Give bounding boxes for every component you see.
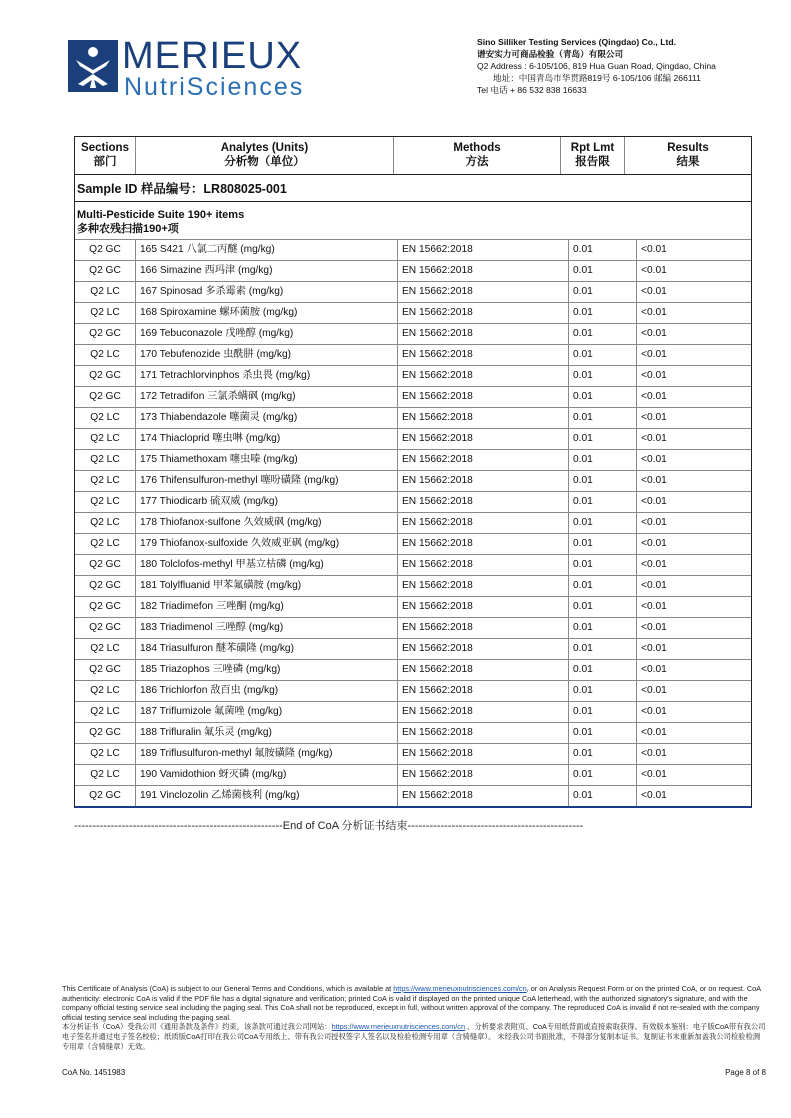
cell-analyte: 172 Tetradifon 三氯杀螨砜 (mg/kg): [136, 387, 398, 407]
cell-section: Q2 GC: [75, 786, 136, 806]
cell-analyte: 187 Triflumizole 氟菌唑 (mg/kg): [136, 702, 398, 722]
cell-rpt-lmt: 0.01: [569, 282, 637, 302]
cell-rpt-lmt: 0.01: [569, 576, 637, 596]
cell-method: EN 15662:2018: [398, 324, 569, 344]
cell-analyte: 178 Thiofanox-sulfone 久效威砜 (mg/kg): [136, 513, 398, 533]
cell-section: Q2 GC: [75, 576, 136, 596]
cell-result: <0.01: [641, 349, 667, 360]
table-row: [75, 723, 751, 744]
cell-rpt-lmt: 0.01: [569, 639, 637, 659]
sample-id: Sample ID 样品编号：LR808025-001: [75, 175, 751, 202]
cell-result: <0.01: [641, 706, 667, 717]
cell-section: Q2 LC: [75, 345, 136, 365]
cell-method: EN 15662:2018: [398, 702, 569, 722]
cell-method: EN 15662:2018: [398, 408, 569, 428]
cell-method: EN 15662:2018: [398, 639, 569, 659]
table-row: [75, 282, 751, 303]
cell-analyte: 174 Thiacloprid 噻虫啉 (mg/kg): [136, 429, 398, 449]
cell-result: <0.01: [641, 265, 667, 276]
table-row: [75, 786, 751, 806]
cell-section: Q2 LC: [75, 639, 136, 659]
cell-result: <0.01: [641, 475, 667, 486]
cell-method: EN 15662:2018: [398, 534, 569, 554]
cell-analyte: 180 Tolclofos-methyl 甲基立枯磷 (mg/kg): [136, 555, 398, 575]
cell-rpt-lmt: 0.01: [569, 366, 637, 386]
cell-result: <0.01: [641, 244, 667, 255]
cell-method: EN 15662:2018: [398, 576, 569, 596]
cell-rpt-lmt: 0.01: [569, 261, 637, 281]
cell-analyte: 165 S421 八氯二丙醚 (mg/kg): [136, 240, 398, 260]
cell-section: Q2 GC: [75, 723, 136, 743]
logo-mark-icon: [68, 40, 118, 92]
cell-rpt-lmt: 0.01: [569, 471, 637, 491]
cell-analyte: 182 Triadimefon 三唑酮 (mg/kg): [136, 597, 398, 617]
cell-analyte: 171 Tetrachlorvinphos 杀虫畏 (mg/kg): [136, 366, 398, 386]
cell-rpt-lmt: 0.01: [569, 597, 637, 617]
cell-section: Q2 GC: [75, 324, 136, 344]
suite-title-en: Multi-Pesticide Suite 190+ items: [77, 209, 245, 221]
cell-method: EN 15662:2018: [398, 597, 569, 617]
header-results: Results 结果: [667, 142, 709, 168]
table-row: [75, 513, 751, 534]
company-info: [477, 36, 716, 96]
cell-section: Q2 GC: [75, 555, 136, 575]
cell-rpt-lmt: 0.01: [569, 303, 637, 323]
cell-section: Q2 LC: [75, 408, 136, 428]
cell-rpt-lmt: 0.01: [569, 429, 637, 449]
cell-analyte: 191 Vinclozolin 乙烯菌核利 (mg/kg): [136, 786, 398, 806]
cell-rpt-lmt: 0.01: [569, 786, 637, 806]
logo-text-nutrisciences: NutriSciences: [124, 73, 305, 101]
cell-analyte: 188 Trifluralin 氟乐灵 (mg/kg): [136, 723, 398, 743]
cell-result: <0.01: [641, 328, 667, 339]
cell-result: <0.01: [641, 622, 667, 633]
cell-result: <0.01: [641, 538, 667, 549]
cell-analyte: 184 Triasulfuron 醚苯磺隆 (mg/kg): [136, 639, 398, 659]
company-name-cn: 谱安实力可商品检验（青岛）有限公司: [477, 49, 624, 59]
cell-method: EN 15662:2018: [398, 387, 569, 407]
header-analytes: Analytes (Units) 分析物（单位）: [136, 137, 394, 174]
cell-section: Q2 LC: [75, 744, 136, 764]
cell-section: Q2 GC: [75, 366, 136, 386]
cell-section: Q2 LC: [75, 282, 136, 302]
table-row: [75, 366, 751, 387]
results-table: [74, 136, 752, 808]
cell-method: EN 15662:2018: [398, 240, 569, 260]
table-row: [75, 240, 751, 261]
cell-method: EN 15662:2018: [398, 744, 569, 764]
table-row: [75, 618, 751, 639]
cell-analyte: 168 Spiroxamine 螺环菌胺 (mg/kg): [136, 303, 398, 323]
cell-section: Q2 LC: [75, 429, 136, 449]
end-of-coa-line: ---------------------------------------------------------End of CoA 分析证书结束------------------------------------------------: [74, 820, 584, 832]
table-row: [75, 744, 751, 765]
cell-result: <0.01: [641, 433, 667, 444]
table-row: [75, 702, 751, 723]
cell-section: Q2 LC: [75, 702, 136, 722]
cell-method: EN 15662:2018: [398, 555, 569, 575]
cell-rpt-lmt: 0.01: [569, 618, 637, 638]
logo-text-merieux: MERIEUX: [122, 35, 303, 77]
table-row: [75, 471, 751, 492]
cell-method: EN 15662:2018: [398, 723, 569, 743]
cell-rpt-lmt: 0.01: [569, 660, 637, 680]
cell-result: <0.01: [641, 769, 667, 780]
cell-section: Q2 LC: [75, 471, 136, 491]
cell-rpt-lmt: 0.01: [569, 240, 637, 260]
suite-title-cn: 多种农残扫描190+项: [77, 223, 179, 235]
cell-result: <0.01: [641, 391, 667, 402]
cell-rpt-lmt: 0.01: [569, 492, 637, 512]
cell-method: EN 15662:2018: [398, 618, 569, 638]
cell-rpt-lmt: 0.01: [569, 723, 637, 743]
table-row: [75, 429, 751, 450]
cell-method: EN 15662:2018: [398, 513, 569, 533]
cell-analyte: 175 Thiamethoxam 噻虫嗪 (mg/kg): [136, 450, 398, 470]
cell-result: <0.01: [641, 559, 667, 570]
cell-analyte: 183 Triadimenol 三唑醇 (mg/kg): [136, 618, 398, 638]
table-row: [75, 324, 751, 345]
table-row: [75, 261, 751, 282]
table-body: [75, 240, 751, 806]
table-row: [75, 555, 751, 576]
cell-result: <0.01: [641, 496, 667, 507]
cell-method: EN 15662:2018: [398, 429, 569, 449]
header-sections: Sections 部门: [75, 137, 136, 174]
cell-rpt-lmt: 0.01: [569, 450, 637, 470]
table-row: [75, 765, 751, 786]
cell-analyte: 186 Trichlorfon 敌百虫 (mg/kg): [136, 681, 398, 701]
cell-method: EN 15662:2018: [398, 681, 569, 701]
cell-section: Q2 GC: [75, 261, 136, 281]
table-row: [75, 408, 751, 429]
cell-section: Q2 LC: [75, 681, 136, 701]
cell-analyte: 179 Thiofanox-sulfoxide 久效威亚砜 (mg/kg): [136, 534, 398, 554]
cell-method: EN 15662:2018: [398, 282, 569, 302]
cell-method: EN 15662:2018: [398, 450, 569, 470]
page-number: Page 8 of 8: [725, 1068, 766, 1077]
cell-method: EN 15662:2018: [398, 345, 569, 365]
cell-result: <0.01: [641, 664, 667, 675]
cell-analyte: 181 Tolylfluanid 甲苯氟磺胺 (mg/kg): [136, 576, 398, 596]
cell-analyte: 190 Vamidothion 蚜灭磷 (mg/kg): [136, 765, 398, 785]
cell-method: EN 15662:2018: [398, 786, 569, 806]
cell-method: EN 15662:2018: [398, 765, 569, 785]
cell-analyte: 169 Tebuconazole 戊唑醇 (mg/kg): [136, 324, 398, 344]
cell-rpt-lmt: 0.01: [569, 408, 637, 428]
footer-terms-en: This Certificate of Analysis (CoA) is subject to our General Terms and Conditions, which is available at https://www.merieuxnutrisciences.com/cn, or on Analysis Request Form or on the printed CoA, or on request. CoA authenticity: electronic CoA is valid if the PDF file has a digital signature and verification; printed CoA is valid if displayed on the printed unique CoA letterhead, with the authorized signatory's signature, and with the company official testing service seal including the paging seal. This CoA shall not be reproduced, except in full, without written approval of the company. The reproduced CoA is invalid if not re-sealed with the company official testing service seal including the paging seal.: [62, 984, 761, 1022]
cell-result: <0.01: [641, 517, 667, 528]
cell-result: <0.01: [641, 727, 667, 738]
cell-section: Q2 GC: [75, 618, 136, 638]
cell-section: Q2 LC: [75, 450, 136, 470]
coa-number: CoA No. 1451983: [62, 1068, 126, 1077]
table-row: [75, 303, 751, 324]
table-row: [75, 639, 751, 660]
company-address-en: Q2 Address : 6-105/106, 819 Hua Guan Road, Qingdao, China: [477, 61, 716, 71]
cell-analyte: 170 Tebufenozide 虫酰肼 (mg/kg): [136, 345, 398, 365]
cell-rpt-lmt: 0.01: [569, 345, 637, 365]
cell-result: <0.01: [641, 286, 667, 297]
cell-section: Q2 LC: [75, 492, 136, 512]
cell-section: Q2 GC: [75, 597, 136, 617]
cell-result: <0.01: [641, 790, 667, 801]
cell-result: <0.01: [641, 370, 667, 381]
footer-terms: [62, 984, 767, 1051]
table-row: [75, 345, 751, 366]
cell-result: <0.01: [641, 412, 667, 423]
cell-section: Q2 LC: [75, 534, 136, 554]
cell-rpt-lmt: 0.01: [569, 555, 637, 575]
company-tel: Tel 电话 + 86 532 838 16633: [477, 85, 587, 95]
cell-method: EN 15662:2018: [398, 492, 569, 512]
header-rpt-lmt: Rpt Lmt 报告限: [561, 137, 625, 174]
table-row: [75, 450, 751, 471]
cell-analyte: 173 Thiabendazole 噻菌灵 (mg/kg): [136, 408, 398, 428]
cell-rpt-lmt: 0.01: [569, 681, 637, 701]
cell-rpt-lmt: 0.01: [569, 702, 637, 722]
table-row: [75, 492, 751, 513]
cell-section: Q2 GC: [75, 387, 136, 407]
cell-section: Q2 LC: [75, 513, 136, 533]
company-name-en: Sino Silliker Testing Services (Qingdao) Co., Ltd.: [477, 37, 676, 47]
cell-result: <0.01: [641, 643, 667, 654]
terms-link-cn[interactable]: https://www.merieuxnutrisciences.com/cn: [331, 1022, 466, 1032]
cell-section: Q2 GC: [75, 660, 136, 680]
table-row: [75, 681, 751, 702]
terms-link[interactable]: https://www.merieuxnutrisciences.com/cn: [393, 984, 527, 993]
cell-rpt-lmt: 0.01: [569, 387, 637, 407]
cell-analyte: 176 Thifensulfuron-methyl 噻吩磺隆 (mg/kg): [136, 471, 398, 491]
cell-analyte: 166 Simazine 西玛津 (mg/kg): [136, 261, 398, 281]
cell-analyte: 185 Triazophos 三唑磷 (mg/kg): [136, 660, 398, 680]
cell-result: <0.01: [641, 748, 667, 759]
header-methods: Methods 方法: [394, 137, 561, 174]
cell-result: <0.01: [641, 580, 667, 591]
cell-section: Q2 LC: [75, 765, 136, 785]
cell-result: <0.01: [641, 685, 667, 696]
cell-analyte: 177 Thiodicarb 硫双威 (mg/kg): [136, 492, 398, 512]
table-row: [75, 597, 751, 618]
company-logo: [68, 36, 328, 106]
cell-result: <0.01: [641, 454, 667, 465]
cell-result: <0.01: [641, 601, 667, 612]
cell-result: <0.01: [641, 307, 667, 318]
footer-terms-cn: 本分析证书（CoA）受我公司《通用条款及条件》约束，该条款可通过我公司网站：https://www.merieuxnutrisciences.com/cn 、分析要求表附页、CoA专用纸背面或直接索取获得。有效版本鉴别：电子版CoA带有我公司电子签名并通过电子签名校验；纸质版CoA打印在我公司CoA专用纸上、带有我公司授权签字人签名以及检验检测专用章（含骑缝章）。 未经我公司书面批准，不得部分复制本证书。复制证书未重新加盖我公司检验检测专用章（含骑缝章）无效。: [62, 1022, 766, 1051]
cell-section: Q2 LC: [75, 303, 136, 323]
table-row: [75, 534, 751, 555]
company-address-cn: 地址：中国青岛市华贯路819号 6-105/106 邮编 266111: [493, 73, 701, 83]
table-row: [75, 576, 751, 597]
table-row: [75, 387, 751, 408]
cell-rpt-lmt: 0.01: [569, 324, 637, 344]
cell-method: EN 15662:2018: [398, 471, 569, 491]
suite-title: [75, 202, 751, 240]
cell-section: Q2 GC: [75, 240, 136, 260]
cell-rpt-lmt: 0.01: [569, 534, 637, 554]
table-header-row: [75, 137, 751, 175]
table-row: [75, 660, 751, 681]
cell-rpt-lmt: 0.01: [569, 513, 637, 533]
cell-rpt-lmt: 0.01: [569, 744, 637, 764]
cell-method: EN 15662:2018: [398, 303, 569, 323]
cell-method: EN 15662:2018: [398, 261, 569, 281]
cell-method: EN 15662:2018: [398, 366, 569, 386]
cell-rpt-lmt: 0.01: [569, 765, 637, 785]
cell-analyte: 167 Spinosad 多杀霉素 (mg/kg): [136, 282, 398, 302]
cell-analyte: 189 Triflusulfuron-methyl 氟胺磺隆 (mg/kg): [136, 744, 398, 764]
cell-method: EN 15662:2018: [398, 660, 569, 680]
